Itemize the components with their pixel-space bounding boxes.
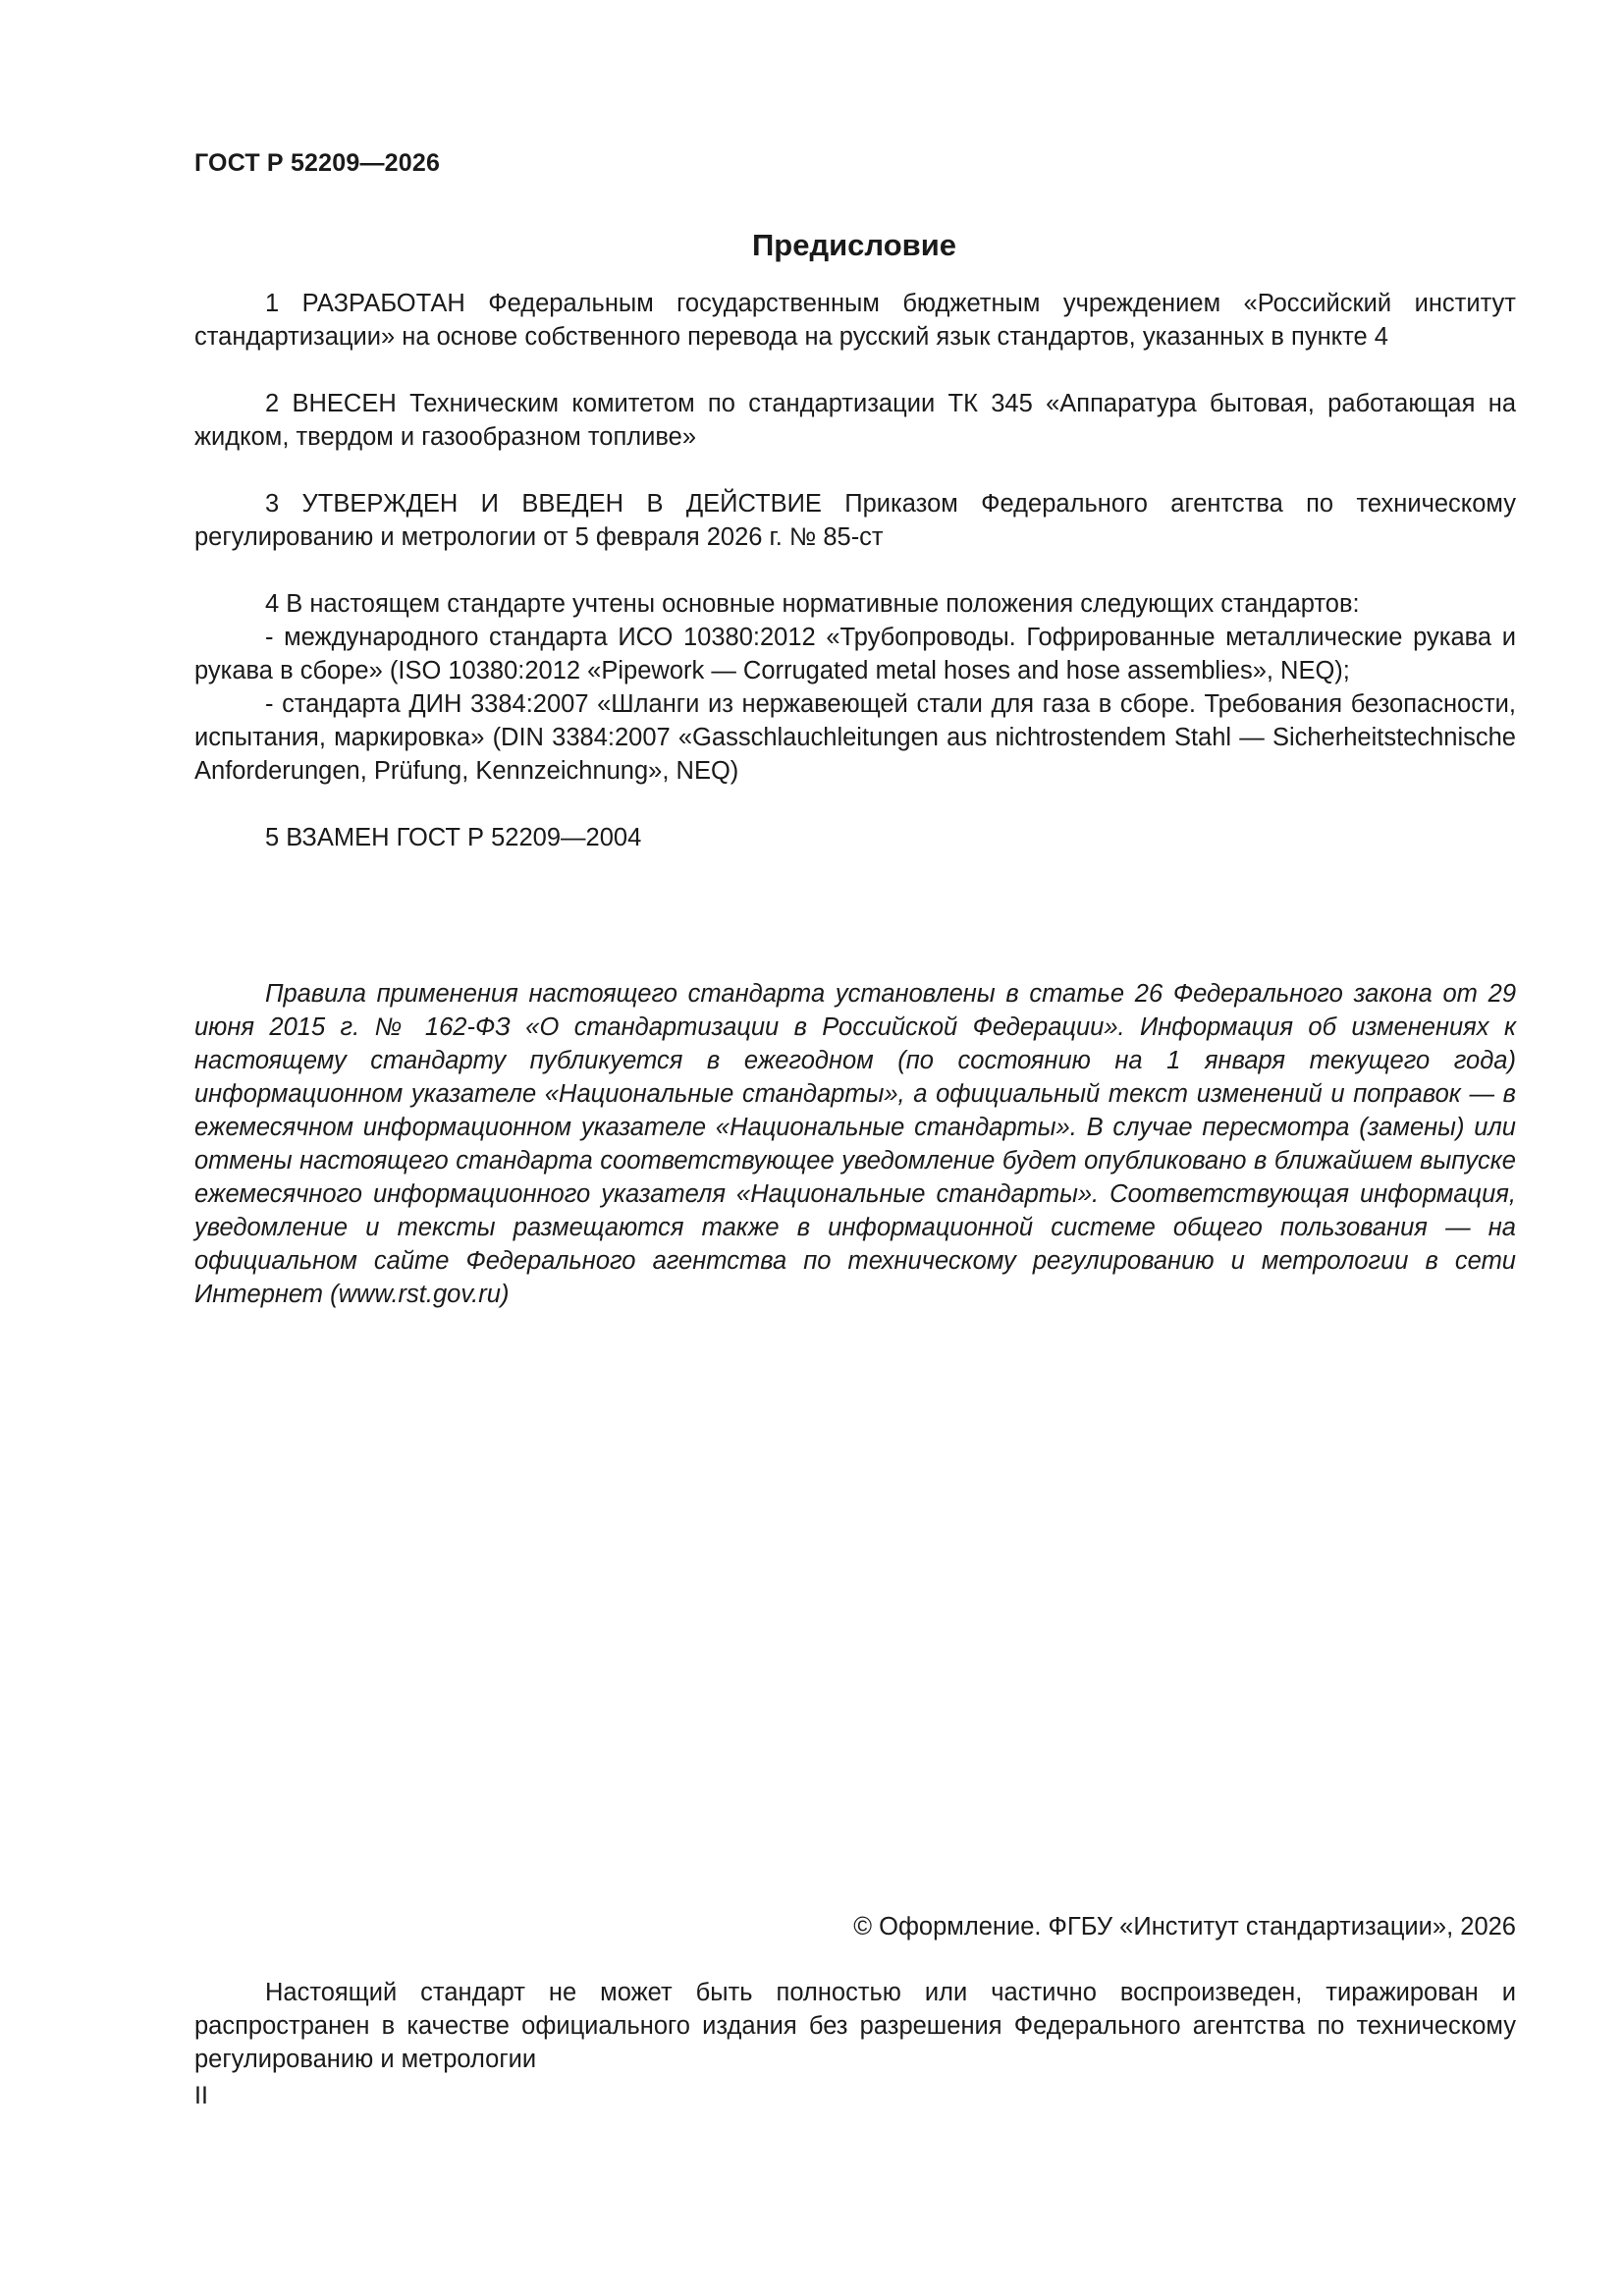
foreword-item-5	[194, 821, 1516, 854]
foreword-subitem: - стандарта ДИН 3384:2007 «Шланги из нержавеющей стали для газа в сборе. Требования безопасности, испытания, маркировка» (DIN 3384:2007 «Gasschlauchleitungen aus nichtrostendem Stahl — Sicherheitstechnische Anforderungen, Prüfung, Kennzeichnung», NEQ)	[194, 690, 1516, 785]
copyright-notice: © Оформление. ФГБУ «Институт стандартизации», 2026	[853, 1913, 1516, 1941]
foreword-content	[194, 287, 1516, 888]
foreword-item-3	[194, 487, 1516, 554]
foreword-item-text: 5 ВЗАМЕН ГОСТ Р 52209—2004	[265, 824, 642, 851]
document-code: ГОСТ Р 52209—2026	[194, 149, 441, 177]
foreword-item-text: 3 УТВЕРЖДЕН И ВВЕДЕН В ДЕЙСТВИЕ Приказом Федерального агентства по техническому регулированию и метрологии от 5 февраля 2026 г. № 85-ст	[194, 490, 1516, 551]
foreword-item-text: 2 ВНЕСЕН Техническим комитетом по стандартизации ТК 345 «Аппаратура бытовая, работающая на жидком, твердом и газообразном топливе»	[194, 390, 1516, 451]
page-number: II	[194, 2082, 208, 2109]
foreword-item-1	[194, 287, 1516, 354]
reproduction-notice: Настоящий стандарт не может быть полностью или частично воспроизведен, тиражирован и распространен в качестве официального издания без разрешения Федерального агентства по техническому регулированию и метрологии	[194, 1979, 1516, 2073]
foreword-item-2	[194, 387, 1516, 454]
foreword-item-text: 1 РАЗРАБОТАН Федеральным государственным бюджетным учреждением «Российский институт стандартизации» на основе собственного перевода на русский язык стандартов, указанных в пункте 4	[194, 290, 1516, 351]
foreword-title: Предисловие	[751, 228, 956, 262]
foreword-item-4	[194, 587, 1516, 788]
law-application-note: Правила применения настоящего стандарта установлены в статье 26 Федерального закона от 29 июня 2015 г. № 162-ФЗ «О стандартизации в Российской Федерации». Информация об изменениях к настоящему стандарту публикуется в ежегодном (по состоянию на 1 января текущего года) информационном указателе «Национальные стандарты», а официальный текст изменений и поправок — в ежемесячном информационном указателе «Национальные стандарты». В случае пересмотра (замены) или отмены настоящего стандарта соответствующее уведомление будет опубликовано в ближайшем выпуске ежемесячного информационного указателя «Национальные стандарты». Соответствующая информация, уведомление и тексты размещаются также в информационной системе общего пользования — на официальном сайте Федерального агентства по техническому регулированию и метрологии в сети Интернет (www.rst.gov.ru)	[194, 980, 1516, 1308]
foreword-item-text: 4 В настоящем стандарте учтены основные нормативные положения следующих стандартов:	[265, 590, 1360, 618]
foreword-subitem: - международного стандарта ИСО 10380:2012 «Трубопроводы. Гофрированные металлические рукава и рукава в сборе» (ISO 10380:2012 «Pipework — Corrugated metal hoses and hose assemblies», NEQ);	[194, 624, 1516, 684]
